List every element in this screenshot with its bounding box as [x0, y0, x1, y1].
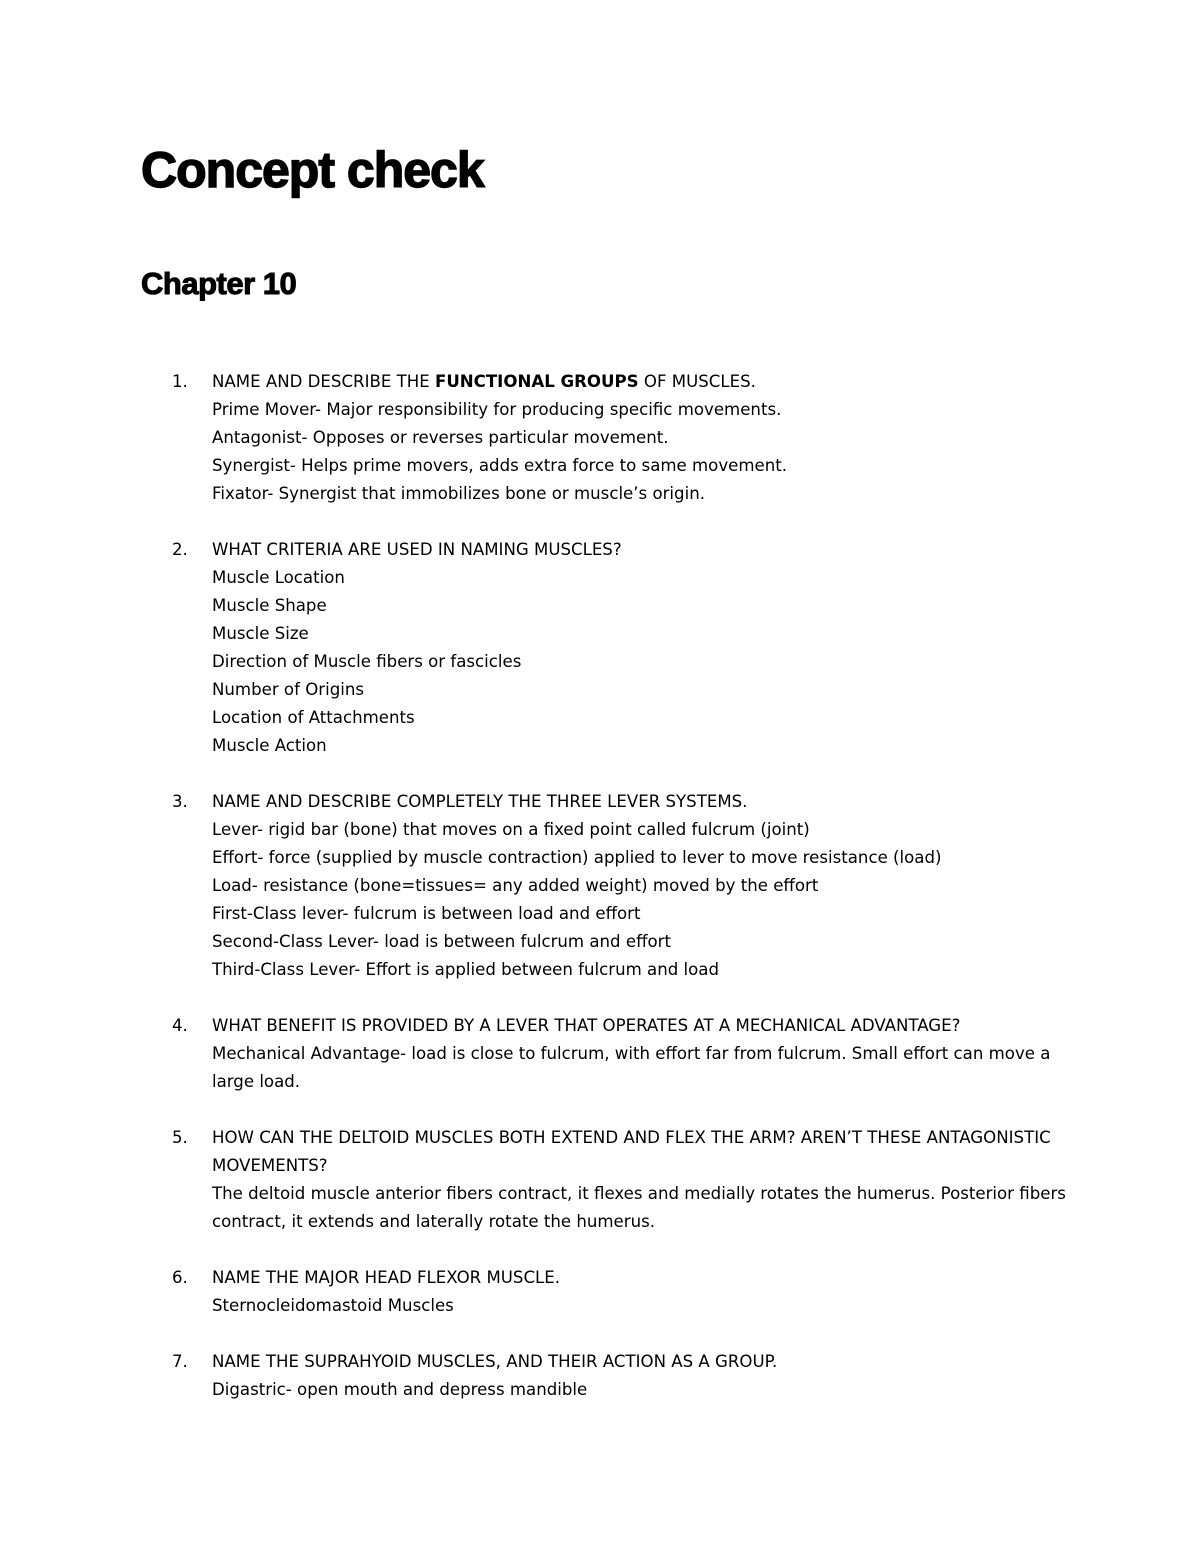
question-item-6 [0, 1264, 1072, 1320]
answer-line: Effort- force (supplied by muscle contraction) applied to lever to move resistance (load) [212, 848, 942, 867]
question-number: 7. [172, 1352, 188, 1371]
question-item-7 [0, 1348, 1072, 1404]
question-item-1 [0, 368, 1072, 508]
document-title: Concept check [141, 142, 484, 198]
answer-line: Lever- rigid bar (bone) that moves on a fixed point called fulcrum (joint) [212, 820, 810, 839]
answer-line: Mechanical Advantage- load is close to fulcrum, with effort far from fulcrum. Small effort can move a large load. [212, 1044, 1051, 1091]
question-list [0, 368, 1200, 1432]
question-text [212, 368, 1072, 396]
answer-line: Muscle Size [212, 624, 309, 643]
answer-line: The deltoid muscle anterior fibers contract, it flexes and medially rotates the humerus. Posterior fibers contract, it extends and laterally rotate the humerus. [212, 1184, 1066, 1231]
question-item-2 [0, 536, 1072, 760]
question-number: 5. [172, 1128, 188, 1147]
answer-line: Fixator- Synergist that immobilizes bone or muscle’s origin. [212, 484, 705, 503]
question-item-5 [0, 1124, 1072, 1236]
question-bold-term: FUNCTIONAL GROUPS [434, 372, 639, 391]
answer-line: Second-Class Lever- load is between fulcrum and effort [212, 932, 671, 951]
question-item-4 [0, 1012, 1072, 1096]
answer-line: Location of Attachments [212, 708, 415, 727]
answer-line: First-Class lever- fulcrum is between load and effort [212, 904, 641, 923]
question-number: 4. [172, 1016, 188, 1035]
answer-line: Muscle Shape [212, 596, 327, 615]
answer-line: Prime Mover- Major responsibility for producing specific movements. [212, 400, 782, 419]
question-text: NAME THE SUPRAHYOID MUSCLES, AND THEIR ACTION AS A GROUP. [212, 1352, 778, 1371]
question-text-part: NAME AND DESCRIBE THE [212, 372, 435, 391]
question-text-part: OF MUSCLES. [638, 372, 756, 391]
answer-line: Muscle Action [212, 736, 327, 755]
answer-line: Antagonist- Opposes or reverses particular movement. [212, 428, 669, 447]
question-text: WHAT BENEFIT IS PROVIDED BY A LEVER THAT OPERATES AT A MECHANICAL ADVANTAGE? [212, 1016, 961, 1035]
question-number: 1. [172, 372, 188, 391]
answer-line: Sternocleidomastoid Muscles [212, 1296, 454, 1315]
answer-line: Load- resistance (bone=tissues= any added weight) moved by the effort [212, 876, 819, 895]
answer-line: Digastric- open mouth and depress mandible [212, 1380, 588, 1399]
question-text: HOW CAN THE DELTOID MUSCLES BOTH EXTEND AND FLEX THE ARM? AREN’T THESE ANTAGONISTIC MOVEMENTS? [212, 1128, 1051, 1175]
question-number: 6. [172, 1268, 188, 1287]
question-text: NAME AND DESCRIBE COMPLETELY THE THREE LEVER SYSTEMS. [212, 792, 748, 811]
answer-line: Number of Origins [212, 680, 365, 699]
answer-line: Third-Class Lever- Effort is applied between fulcrum and load [212, 960, 719, 979]
answer-line: Synergist- Helps prime movers, adds extra force to same movement. [212, 456, 788, 475]
question-number: 3. [172, 792, 188, 811]
answer-line: Muscle Location [212, 568, 345, 587]
question-number: 2. [172, 540, 188, 559]
chapter-heading: Chapter 10 [141, 266, 297, 301]
answer-line: Direction of Muscle fibers or fascicles [212, 652, 522, 671]
question-item-3 [0, 788, 1072, 984]
question-text: NAME THE MAJOR HEAD FLEXOR MUSCLE. [212, 1268, 561, 1287]
question-text: WHAT CRITERIA ARE USED IN NAMING MUSCLES? [212, 540, 622, 559]
